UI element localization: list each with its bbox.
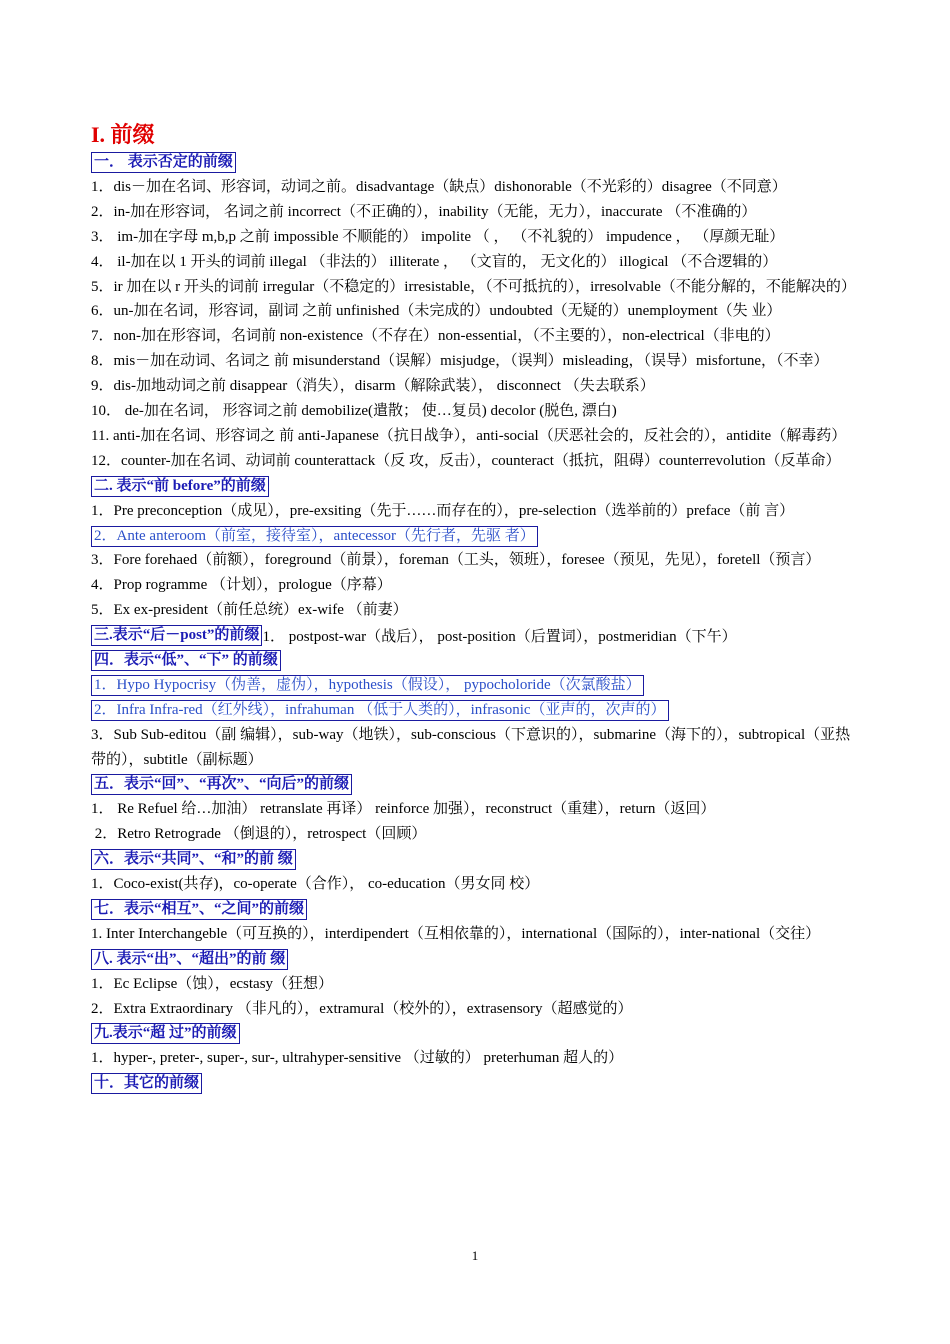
text-line: 1．dis－加在名词、形容词，动词之前。disadvantage（缺点）dishonorable（不光彩的）disagree（不同意） — [91, 178, 787, 195]
section-heading-post: 三.表示“后－post”的前缀 — [91, 625, 262, 646]
section-heading-row — [91, 623, 861, 648]
boxed-line-row — [91, 698, 861, 723]
page-title: I. 前缀 — [91, 122, 155, 147]
section-heading-mutual: 七．表示“相互”、“之间”的前缀 — [91, 899, 307, 920]
text-line: 3． im-加在字母 m,b,p 之前 impossible 不顺能的） impolite （ ， （不礼貌的） impudence ， （厚颜无耻） — [91, 228, 785, 245]
boxed-text-line: 2．Infra Infra-red（红外线），infrahuman （低于人类的），infrasonic（亚声的，次声的） — [91, 700, 669, 721]
text-paragraph: 1. Inter Interchangeble（可互换的），interdipendert（互相依靠的），international（国际的），inter-national（交往） — [91, 925, 821, 942]
section-heading-low: 四．表示“低”、“下” 的前缀 — [91, 650, 281, 671]
text-paragraph: 5．ir 加在以 r 开头的词前 irregular（不稳定的）irresistable，（不可抵抗的），irresolvable（不能分解的，不能解决的） — [91, 278, 856, 295]
text-line: 1．hyper-, preter-, super-, sur-, ultrahyper-sensitive （过敏的） preterhuman 超人的） — [91, 1050, 624, 1067]
text-paragraph: 8．mis－加在动词、名词之 前 misunderstand（误解）misjudge，（误判）misleading，（误导）misfortune，（不幸） — [91, 353, 829, 370]
text-line: 2．in-加在形容词， 名词之前 incorrect（不正确的），inability（无能，无力），inaccurate （不准确的） — [91, 203, 757, 220]
text-paragraph: 12．counter-加在名词、动词前 counterattack（反 攻，反击），counteract（抵抗，阻碍）counterrevolution（反革命） — [91, 452, 841, 469]
text-paragraph: 11. anti-加在名词、形容词之 前 anti-Japanese（抗日战争），anti-social（厌恶社会的，反社会的），antidite（解毒药） — [91, 427, 847, 444]
text-line: 1．Pre preconception（成见），pre-exsiting（先于……而存在的），pre-selection（选举前的）preface（前 言） — [91, 502, 795, 519]
section-heading-negation: 一． 表示否定的前缀 — [91, 152, 236, 173]
section-heading-before: 二. 表示“前 before”的前缀 — [91, 476, 269, 497]
text-line: 4．Prop rogramme （计划），prologue（序幕） — [91, 577, 392, 594]
text-line: 1． Re Refuel 给…加油） retranslate 再译） reinforce 加强），reconstruct（重建），return（返回） — [91, 801, 716, 818]
boxed-text-line: 1．Hypo Hypocrisy（伪善，虚伪），hypothesis（假设）， pypocholoride（次氯酸盐） — [91, 675, 644, 696]
boxed-line-row — [91, 673, 861, 698]
section-heading-back: 五．表示“回”、“再次”、“向后”的前缀 — [91, 774, 352, 795]
section-heading-together: 六．表示“共同”、“和”的前 缀 — [91, 849, 296, 870]
section-heading-row — [91, 474, 861, 499]
section-heading-out: 八. 表示“出”、“超出”的前 缀 — [91, 949, 288, 970]
text-line: 6．un-加在名词，形容词，副词 之前 unfinished（未完成的）undoubted（无疑的）unemployment（失 业） — [91, 303, 782, 320]
section-heading-row — [91, 1071, 861, 1096]
section-heading-row — [91, 897, 861, 922]
section-heading-row — [91, 648, 861, 673]
text-line: 9．dis-加地动词之前 disappear（消失），disarm（解除武装）， disconnect （失去联系） — [91, 378, 655, 395]
document-body — [91, 120, 861, 1096]
text-line: 2．Extra Extraordinary （非凡的），extramural（校外的），extrasensory（超感觉的） — [91, 1000, 633, 1017]
boxed-text-line: 2．Ante anteroom（前室，接待室），antecessor（先行者，先驱 者） — [91, 526, 538, 547]
page-number: 1 — [471, 1248, 479, 1263]
text-line: 1．Coco-exist(共存)，co-operate（合作）， co-education（男女同 校） — [91, 876, 540, 893]
text-line: 1． postpost-war（战后）， post-position（后置词），postmeridian（下午） — [262, 629, 737, 646]
text-line: 10． de-加在名词， 形容词之前 demobilize(遣散； 使…复员) decolor (脱色, 漂白) — [91, 403, 617, 420]
text-paragraph: 3．Sub Sub-editou（副 编辑），sub-way（地铁），sub-conscious（下意识的），submarine（海下的），subtropical（亚热带的），subtitle（副标题） — [91, 726, 851, 768]
section-heading-row — [91, 150, 861, 175]
section-heading-over: 九.表示“超 过”的前缀 — [91, 1023, 240, 1044]
text-line: 1．Ec Eclipse（蚀），ecstasy（狂想） — [91, 975, 334, 992]
boxed-line-row — [91, 524, 861, 549]
text-line: 2．Retro Retrograde （倒退的），retrospect（回顾） — [91, 826, 427, 843]
section-heading-row — [91, 847, 861, 872]
section-heading-row — [91, 773, 861, 798]
section-heading-row — [91, 947, 861, 972]
text-line: 3．Fore forehaed（前额），foreground（前景），foreman（工头，领班），foresee（预见，先见），foretell（预言） — [91, 552, 821, 569]
text-line: 4． il-加在以 1 开头的词前 illegal （非法的） illiterate ， （文盲的， 无文化的） illogical （不合逻辑的） — [91, 253, 778, 270]
section-heading-other: 十．其它的前缀 — [91, 1073, 202, 1094]
text-line: 7．non-加在形容词，名词前 non-existence（不存在）non-essential，（不主要的），non-electrical（非电的） — [91, 328, 780, 345]
text-line: 5．Ex ex-president（前任总统）ex-wife （前妻） — [91, 602, 408, 619]
section-heading-row — [91, 1022, 861, 1047]
